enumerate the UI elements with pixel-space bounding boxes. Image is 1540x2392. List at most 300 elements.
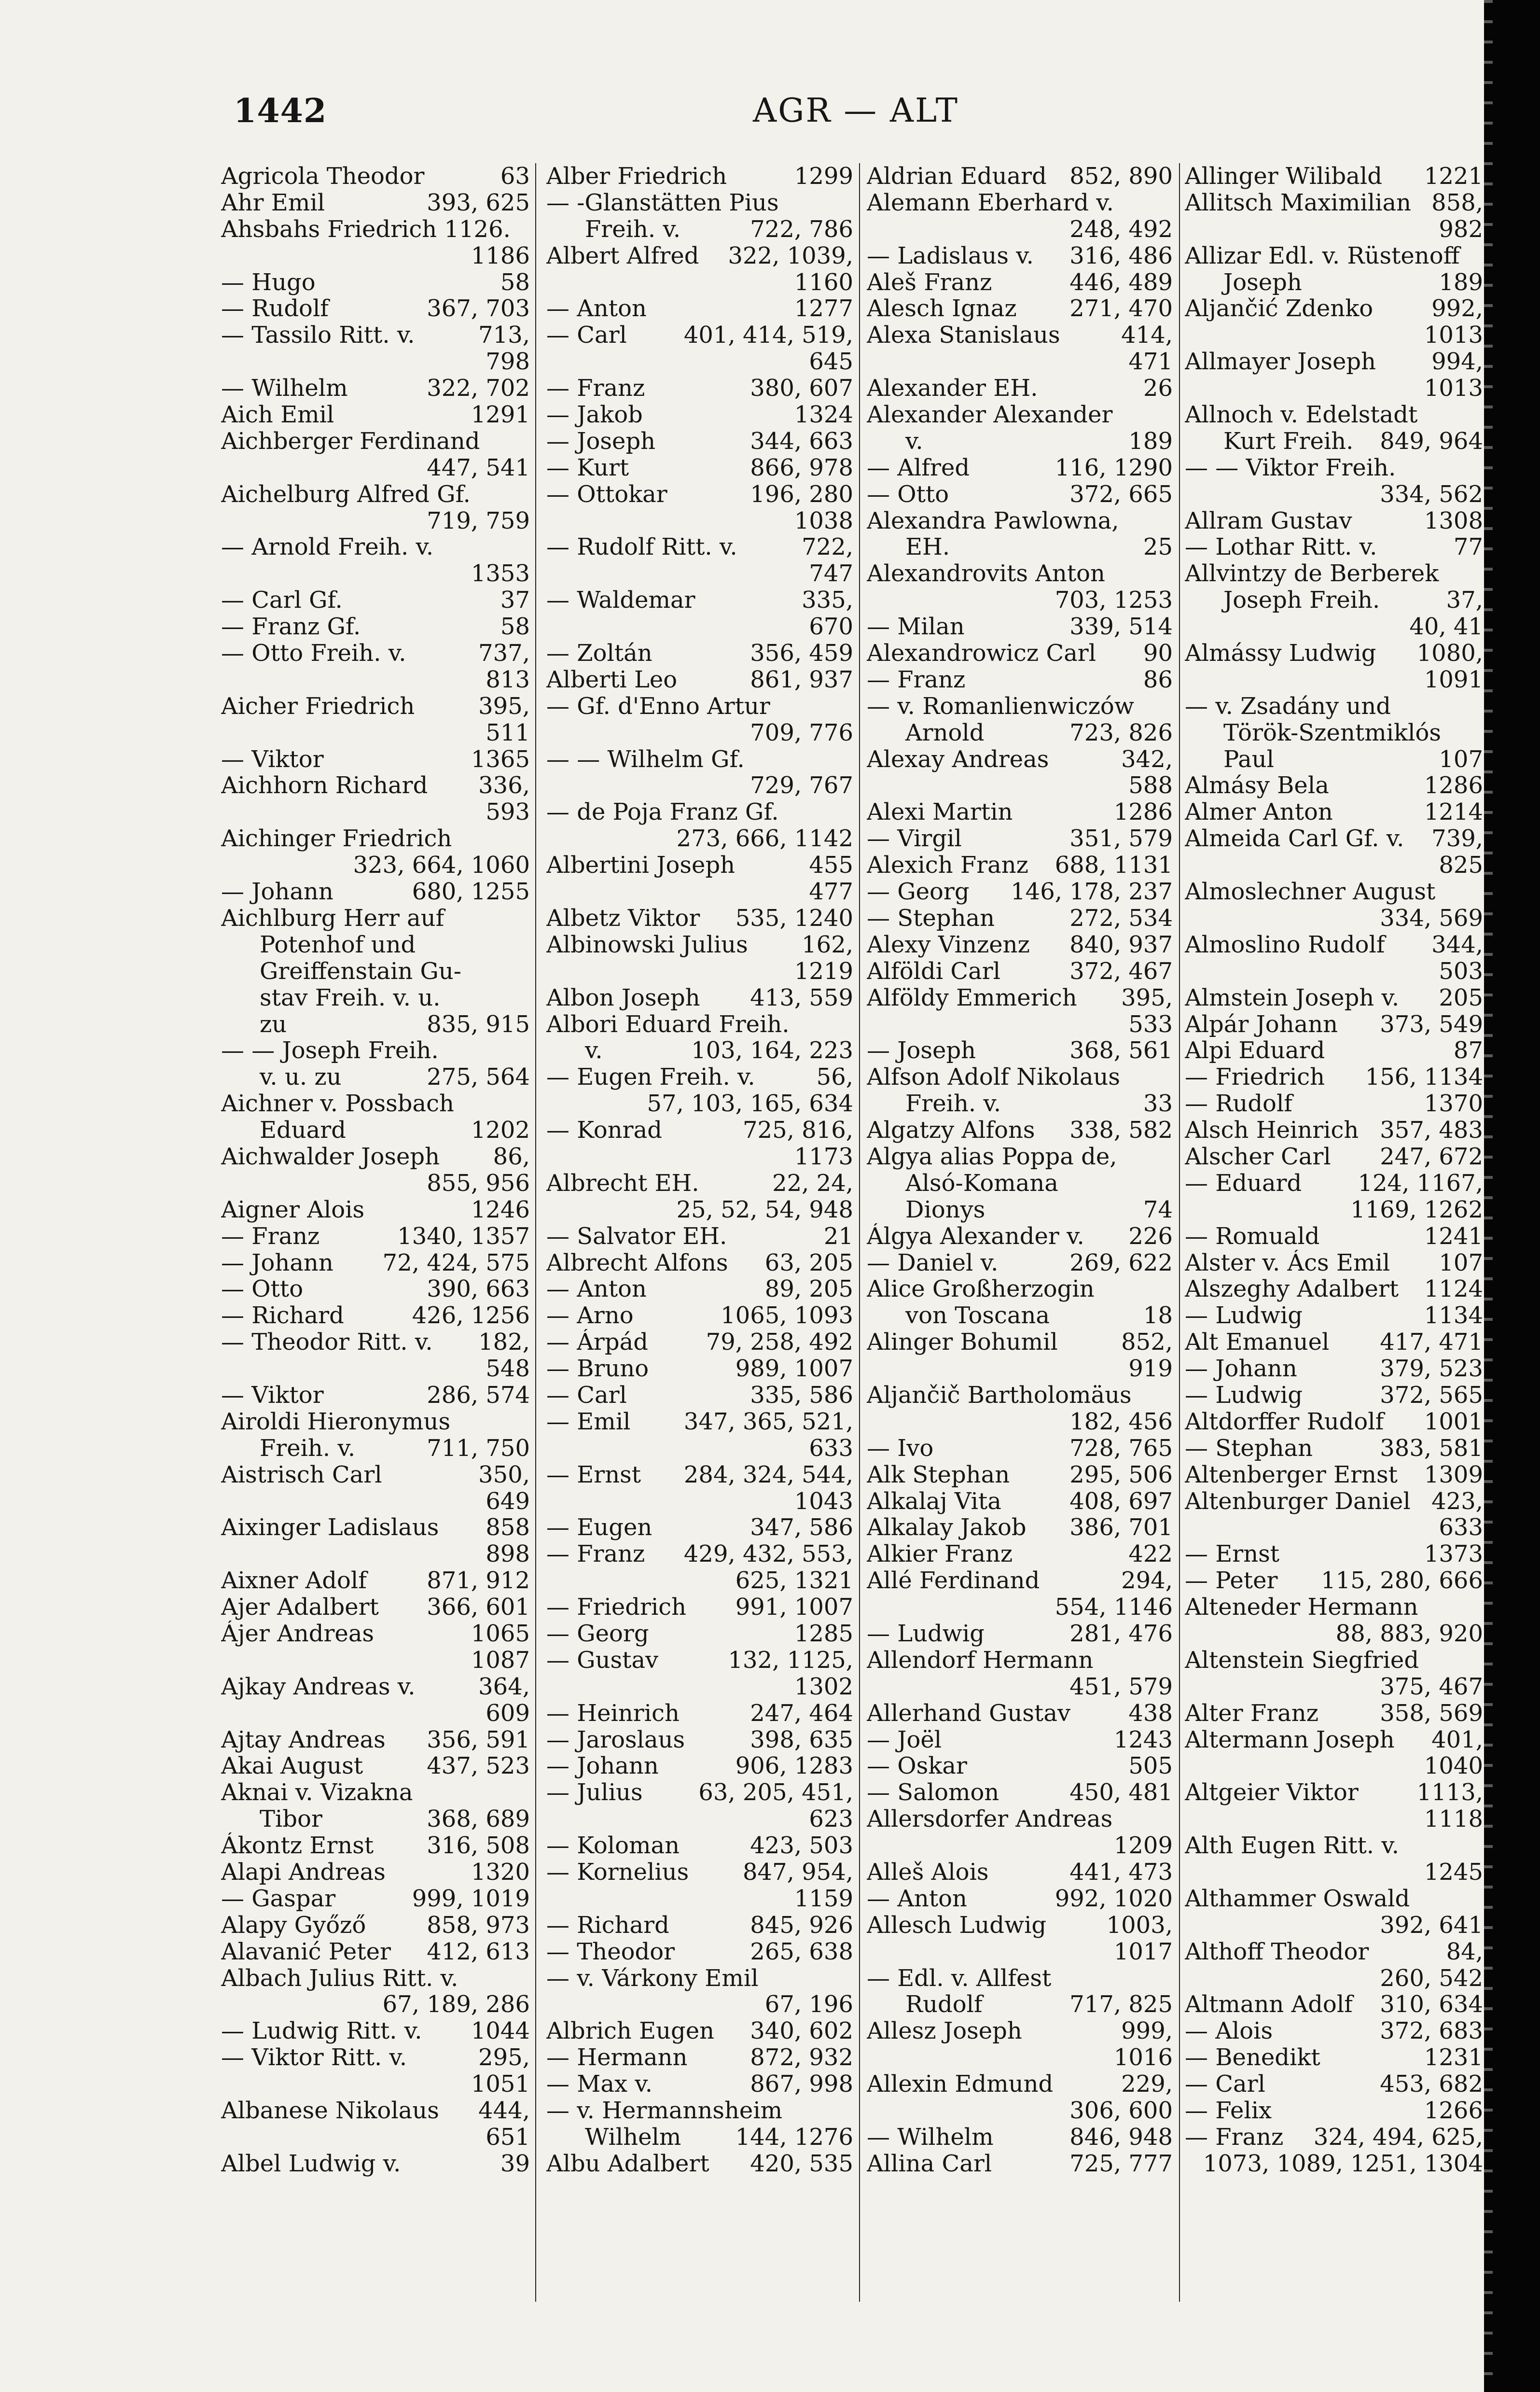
directory-entry [1185,640,1483,667]
entry-pages: 649 [486,1487,530,1515]
directory-entry [221,905,530,932]
entry-pages: 189 [1439,268,1483,296]
entry-pages [849,693,853,720]
entry-name [221,1170,423,1197]
directory-entry [221,1832,530,1859]
entry-name: Almstein Joseph v. [1185,984,1400,1011]
directory-entry [1185,1727,1483,1753]
entry-name: Álgya Alexander v. [867,1223,1084,1250]
entry-name: — Theodor Ritt. v. [221,1329,433,1356]
entry-name: Tibor [260,1806,322,1833]
entry-pages: 1373 [1424,1540,1483,1568]
entry-pages: 446, 489 [1069,268,1173,296]
entry-pages: 680, 1255 [412,878,530,906]
directory-entry [867,1197,1173,1223]
directory-entry [221,2124,530,2151]
entry-name: EH. [905,534,950,561]
entry-name [546,1806,805,1832]
entry-name: — Milan [867,614,965,641]
entry-pages: 825 [1439,852,1483,879]
entry-name: Airoldi Hieronymus [221,1408,451,1435]
directory-entry [221,216,530,243]
entry-pages [526,216,530,243]
entry-name: Albrecht Alfons [546,1249,728,1276]
directory-entry [546,932,853,958]
entry-pages: 74 [1143,1196,1173,1223]
entry-pages: 1246 [471,1196,530,1223]
entry-name [221,1541,482,1567]
entry-name [546,772,746,799]
directory-entry [1185,1832,1483,1859]
entry-pages: 709, 776 [750,719,853,746]
directory-entry [221,1621,530,1647]
entry-pages: 347, 586 [750,1514,853,1541]
directory-entry [546,1912,853,1939]
directory-entry [546,1329,853,1356]
entry-name: Aichelburg Alfred Gf. [221,481,471,508]
directory-entry [546,587,853,614]
entry-name: Alkalay Jakob [867,1514,1027,1541]
entry-name: — Waldemar [546,587,695,614]
entry-name: — Otto Freih. v. [221,640,406,667]
directory-entry [867,1223,1173,1250]
entry-name [221,2124,482,2151]
directory-entry [867,879,1173,905]
directory-entry [1185,1912,1483,1939]
entry-pages: 1241 [1424,1222,1483,1250]
directory-entry [867,2044,1173,2071]
directory-entry [867,1302,1173,1329]
entry-name: Albon Joseph [546,984,700,1011]
directory-entry [1185,1329,1483,1356]
entry-pages: 226 [1128,1222,1173,1250]
entry-name: Althammer Oswald [1185,1885,1410,1912]
entry-pages: 1003, [1106,1911,1173,1939]
entry-name: Paul [1223,746,1275,773]
entry-name [221,799,482,825]
entry-name: — Anton [546,295,647,322]
directory-entry [221,693,530,720]
entry-pages: 412, 613 [427,1938,530,1965]
entry-name [546,1091,643,1117]
directory-entry [546,163,853,190]
entry-pages: 339, 514 [1069,613,1173,641]
entry-name: Allesch Ludwig [867,1912,1047,1939]
directory-entry [1185,1674,1483,1700]
directory-entry [1185,693,1483,720]
directory-entry [221,1117,530,1144]
entry-pages: 858 [486,1514,530,1541]
entry-name [1185,905,1376,932]
entry-pages: 1169, 1262 [1350,1196,1483,1223]
entry-name: — Eugen Freih. v. [546,1064,755,1091]
entry-name [221,560,467,587]
directory-entry [546,1832,853,1859]
entry-pages: 322, 1039, [728,242,853,269]
entry-name: Altdorffer Rudolf [1185,1408,1384,1435]
entry-pages: 39 [500,2150,530,2177]
entry-name [1185,667,1420,693]
entry-pages: 22, 24, [772,1169,853,1197]
entry-name: Freih. v. [905,1091,1001,1118]
directory-entry [867,614,1173,640]
entry-name [867,216,1066,243]
entry-pages: 33 [1143,1090,1173,1118]
directory-entry [867,1965,1173,1992]
entry-name [546,560,805,587]
column-1 [221,163,530,2302]
entry-pages: 1173 [794,1143,853,1170]
entry-pages: 1285 [794,1620,853,1647]
entry-pages: 379, 523 [1380,1355,1483,1383]
entry-name: Aljančić Zdenko [1185,295,1374,322]
directory-entry [221,428,530,455]
entry-pages: 393, 625 [427,189,530,216]
entry-pages: 86, [493,1143,530,1170]
entry-pages: 63 [500,163,530,190]
entry-name: von Toscana [905,1302,1050,1329]
entry-pages: 1113, [1416,1779,1483,1806]
entry-name: Greiffenstain Gu- [260,958,462,985]
directory-entry [1185,587,1483,614]
entry-pages: 477 [809,878,853,906]
directory-entry [546,958,853,985]
directory-entry [867,402,1173,428]
entry-pages: 107 [1439,1249,1483,1276]
entry-pages: 316, 508 [427,1832,530,1860]
directory-entry [546,190,853,216]
entry-pages: 380, 607 [750,375,853,402]
entry-pages: 306, 600 [1069,2097,1173,2125]
directory-entry [1185,1037,1483,1064]
entry-pages: 450, 481 [1069,1779,1173,1806]
entry-name: — Daniel v. [867,1249,999,1276]
entry-pages: 79, 258, 492 [706,1329,853,1356]
entry-name: zu [260,1011,287,1038]
directory-entry [1185,1991,1483,2018]
directory-entry [546,720,853,746]
directory-entry [546,1806,853,1832]
entry-name: — Edl. v. Allfest [867,1965,1052,1992]
entry-name: Ájer Andreas [221,1620,375,1647]
directory-entry [1185,1753,1483,1779]
entry-pages: 992, [1431,295,1483,322]
entry-pages: 722, [802,533,853,561]
directory-entry [1185,932,1483,958]
column-2 [546,163,853,2302]
entry-pages: 855, 956 [427,1169,530,1197]
entry-pages: 609 [486,1699,530,1727]
directory-entry [867,1886,1173,1912]
entry-name: — Johann [546,1753,659,1780]
entry-name: — Gustav [546,1647,659,1674]
directory-entry [867,216,1173,243]
directory-entry [1185,2044,1483,2071]
entry-name: — Joseph [546,428,656,455]
directory-entry [546,1886,853,1912]
entry-pages: 725, 816, [742,1117,853,1144]
entry-name: Alexa Stanislaus [867,322,1060,349]
entry-name: — Stephan [1185,1435,1313,1462]
entry-pages: 1087 [471,1646,530,1674]
entry-name [867,1409,1066,1435]
directory-entry [546,1435,853,1462]
entry-pages: 132, 1125, [728,1646,853,1674]
directory-entry [221,269,530,296]
entry-name [221,508,423,534]
entry-name: Alexandrovits Anton [867,560,1105,588]
entry-name: Almoslino Rudolf [1185,931,1385,958]
directory-entry [1185,190,1483,216]
directory-entry [546,1011,853,1038]
directory-entry [221,587,530,614]
entry-name [1185,1514,1435,1541]
entry-pages [526,1409,530,1435]
entry-pages: 633 [809,1434,853,1462]
directory-entry [1185,560,1483,587]
entry-pages: 1043 [794,1487,853,1515]
directory-entry [1185,667,1483,693]
directory-entry [867,1144,1173,1170]
entry-name: — Franz Gf. [221,614,361,641]
entry-name: Algatzy Alfons [867,1117,1035,1144]
entry-name: Allmayer Joseph [1185,349,1376,376]
entry-name: Alscher Carl [1185,1143,1331,1170]
directory-entry [221,1488,530,1515]
entry-pages: 1221 [1424,163,1483,190]
entry-pages: 1073, 1089, 1251, 1304 [1203,2150,1483,2177]
directory-entry [546,1674,853,1700]
entry-pages: 533 [1128,1010,1173,1038]
entry-name: Alpi Eduard [1185,1037,1325,1064]
entry-pages: 413, 559 [750,984,853,1011]
entry-pages: 866, 978 [750,454,853,481]
entry-pages: 357, 483 [1380,1117,1483,1144]
entry-name: Albori Eduard Freih. [546,1011,790,1038]
directory-entry [221,1674,530,1700]
entry-name: Freih. v. [260,1435,356,1462]
entry-pages: 441, 473 [1069,1859,1173,1886]
directory-entry [546,1621,853,1647]
directory-entry [221,1435,530,1462]
directory-entry [1185,1779,1483,1806]
directory-entry [867,825,1173,852]
entry-name: Aichwalder Joseph [221,1143,440,1170]
entry-pages: 423, [1431,1487,1483,1515]
entry-name [221,852,349,879]
entry-pages: 722, 786 [750,215,853,243]
entry-pages [1479,1886,1483,1912]
directory-entry [1185,1700,1483,1727]
directory-entry [1185,1250,1483,1276]
directory-columns [221,163,1484,2302]
entry-pages: 316, 486 [1069,242,1173,269]
entry-pages: 999, 1019 [412,1885,530,1912]
entry-name: — Rudolf [221,295,329,322]
directory-entry [867,1991,1173,2018]
entry-pages [526,932,530,958]
entry-name: — Hermann [546,2044,688,2071]
directory-entry [867,1064,1173,1091]
entry-name [546,1991,761,2018]
directory-entry [221,1091,530,1117]
entry-pages: 852, 890 [1069,163,1173,190]
entry-name: Wilhelm [585,2124,681,2151]
directory-entry [1185,481,1483,508]
entry-pages [526,985,530,1011]
entry-name [1185,2151,1199,2177]
directory-entry [546,243,853,269]
entry-name: — Carl [1185,2071,1265,2098]
entry-pages [1169,1382,1173,1409]
directory-entry [1185,1091,1483,1117]
directory-entry [546,1382,853,1409]
directory-entry [1185,216,1483,243]
entry-name: Allizar Edl. v. Rüstenoff [1185,242,1460,269]
entry-pages: 1214 [1424,798,1483,826]
entry-name [546,1488,791,1515]
entry-name: Allé Ferdinand [867,1567,1040,1595]
entry-name: Allina Carl [867,2150,992,2177]
entry-name: Alkalaj Vita [867,1488,1001,1515]
entry-name: — Gaspar [221,1885,336,1912]
entry-pages: 356, 459 [750,640,853,667]
entry-pages [1479,1832,1483,1859]
entry-name: Alexander EH. [867,375,1038,402]
entry-pages: 871, 912 [427,1567,530,1595]
entry-pages: 386, 701 [1069,1514,1173,1541]
entry-name [221,1488,482,1515]
directory-entry [221,985,530,1011]
directory-entry [867,322,1173,349]
entry-pages: 334, 569 [1380,904,1483,932]
entry-name: — Stephan [867,905,995,932]
entry-pages: 89, 205 [764,1275,853,1303]
entry-name [867,1011,1124,1038]
directory-entry [1185,2071,1483,2098]
entry-pages [526,905,530,932]
entry-name [546,349,805,375]
entry-name: Aigner Alois [221,1196,365,1223]
entry-pages: 67, 189, 286 [382,1991,530,2018]
entry-pages: 554, 1146 [1054,1594,1173,1621]
entry-pages: 651 [486,2123,530,2151]
entry-pages: 991, 1007 [735,1594,853,1621]
entry-pages: 248, 492 [1069,215,1173,243]
directory-entry [1185,958,1483,985]
directory-entry [1185,1435,1483,1462]
entry-pages: 725, 777 [1069,2150,1173,2177]
entry-pages: 906, 1283 [735,1752,853,1780]
entry-pages [526,1965,530,1992]
directory-entry [1185,1276,1483,1302]
directory-entry [1185,1806,1483,1832]
directory-entry [546,825,853,852]
directory-entry [221,163,530,190]
entry-pages: 58 [500,613,530,641]
directory-entry [867,1806,1173,1832]
entry-pages [1479,402,1483,428]
entry-pages: 344, 663 [750,427,853,455]
directory-entry [221,1170,530,1197]
entry-name: — Carl [546,322,627,349]
entry-name: Albinowski Julius [546,931,748,958]
directory-entry [867,1117,1173,1144]
entry-name: Alszeghy Adalbert [1185,1276,1399,1303]
entry-name: — Friedrich [546,1594,687,1621]
entry-name: — Carl [546,1382,627,1409]
entry-pages: 847, 954, [742,1859,853,1886]
entry-name: Allexin Edmund [867,2071,1054,2098]
directory-entry [867,2098,1173,2124]
directory-entry [867,269,1173,296]
entry-name [546,958,791,985]
entry-name: — — Viktor Freih. [1185,454,1396,481]
entry-pages: 1013 [1424,375,1483,402]
directory-entry [867,2071,1173,2098]
entry-name: — Heinrich [546,1700,680,1727]
entry-name: Alexander Alexander [867,402,1113,428]
entry-name: Aichhorn Richard [221,772,428,799]
entry-name: Algya alias Poppa de, [867,1143,1117,1170]
entry-name: Allram Gustav [1185,507,1352,534]
entry-pages: 1065 [471,1620,530,1647]
directory-entry [1185,1302,1483,1329]
entry-name: Altermann Joseph [1185,1726,1395,1753]
directory-entry [221,481,530,508]
directory-entry [867,932,1173,958]
directory-entry [867,1541,1173,1567]
entry-name: Potenhof und [260,931,416,958]
directory-entry [867,1727,1173,1753]
entry-name: Alleš Alois [867,1859,989,1886]
entry-name: v. [585,1037,603,1064]
directory-entry [546,1753,853,1779]
entry-pages [1169,1806,1173,1832]
directory-entry [867,1859,1173,1886]
directory-entry [546,1594,853,1621]
entry-pages: 189 [1128,427,1173,455]
entry-pages [1479,455,1483,481]
entry-pages: 90 [1143,640,1173,667]
entry-pages: 1245 [1424,1859,1483,1886]
entry-name: Altmann Adolf [1185,1991,1353,2018]
directory-entry [867,1939,1173,1965]
directory-entry [546,2124,853,2151]
entry-pages: 295, [478,2044,530,2071]
directory-entry [867,985,1173,1011]
entry-pages: 67, 196 [764,1991,853,2018]
entry-name: — Gf. d'Enno Artur [546,693,770,720]
entry-name: Joseph [1223,269,1302,296]
entry-name: Alexy Vinzenz [867,931,1030,958]
entry-pages: 72, 424, 575 [382,1249,530,1276]
entry-name: Althoff Theodor [1185,1938,1369,1965]
directory-entry [221,1302,530,1329]
entry-name: Aistrisch Carl [221,1461,382,1488]
entry-name [867,2098,1066,2124]
entry-pages: 728, 765 [1069,1434,1173,1462]
directory-entry [1185,1621,1483,1647]
entry-pages: 340, 602 [750,2017,853,2045]
directory-entry [867,455,1173,481]
directory-entry [867,560,1173,587]
directory-entry [221,1382,530,1409]
directory-entry [546,322,853,349]
entry-pages: 56, [816,1063,853,1091]
directory-entry [1185,295,1483,322]
entry-pages: 1160 [794,268,853,296]
